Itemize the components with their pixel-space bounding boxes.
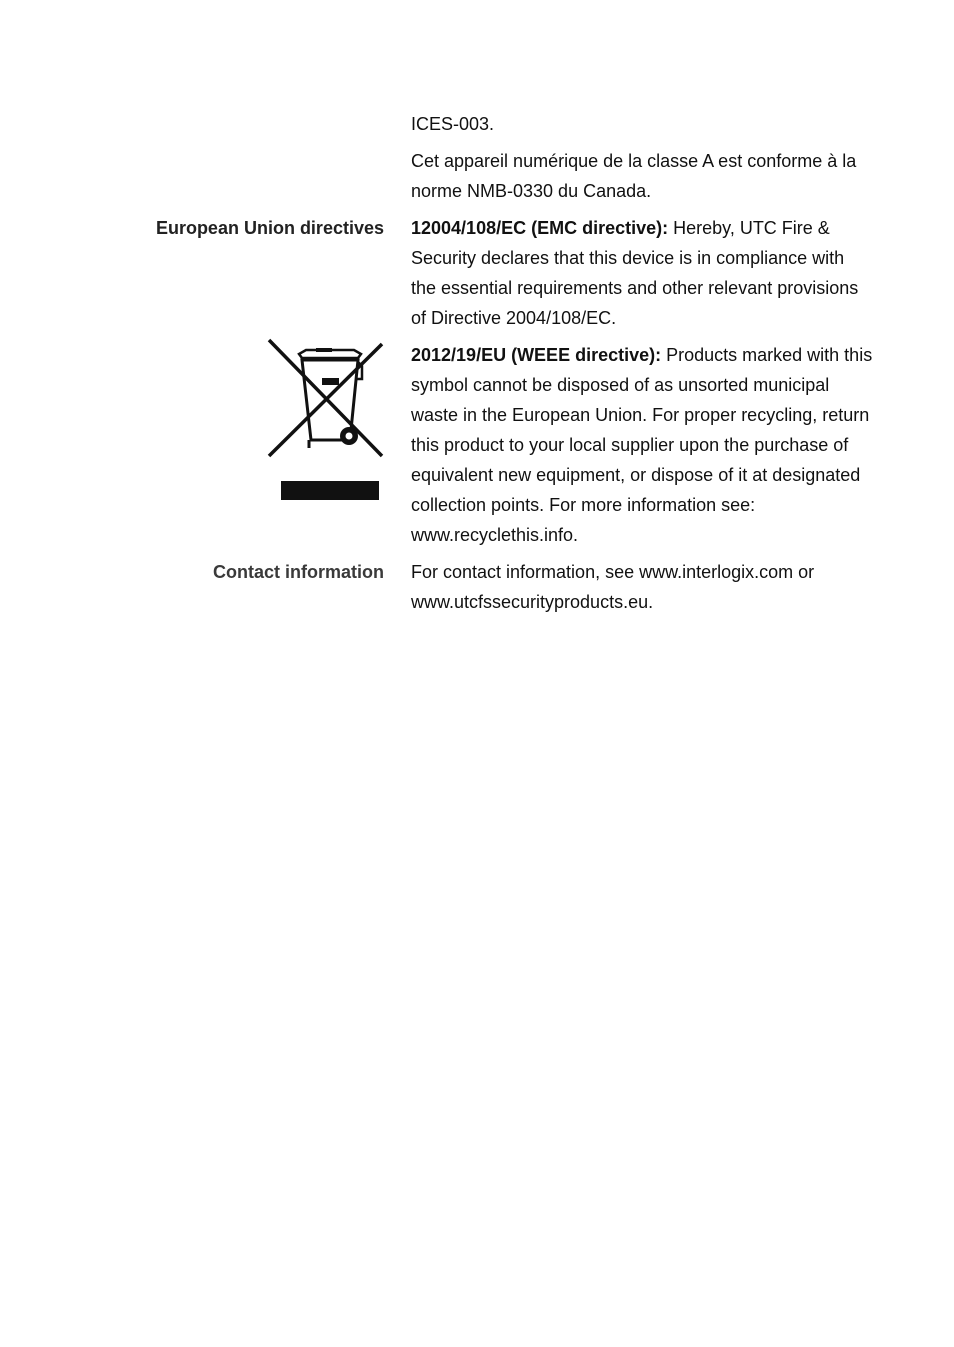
crossed-out-wheelie-bin-icon	[262, 336, 386, 506]
french-compliance-notice: Cet appareil numérique de la classe A est conforme à la norme NMB-0330 du Canada.	[411, 151, 857, 201]
weee-directive-text: Products marked with this symbol cannot be disposed of as unsorted municipal waste in the European Union. For proper recycling, return this product to your local supplier upon the purchase of equivalent new equipment, or dispose of it at designated collection points. For more information see: www.recyclethis.info.	[411, 345, 873, 545]
ices-line: ICES-003.	[411, 114, 495, 134]
weee-directive-paragraph	[411, 340, 879, 550]
emc-directive-paragraph	[411, 213, 873, 333]
contact-information-text: For contact information, see www.interlogix.com or www.utcfssecurityproducts.eu.	[411, 562, 815, 612]
emc-directive-heading: 12004/108/EC (EMC directive):	[411, 218, 669, 238]
eu-directives-label: European Union directives	[155, 218, 384, 238]
contact-information-label: Contact information	[213, 562, 384, 582]
emc-directive-text: Hereby, UTC Fire & Security declares that this device is in compliance with the essential requirements and other relevant provisions of Directive 2004/108/EC.	[411, 218, 859, 328]
weee-directive-heading: 2012/19/EU (WEEE directive):	[411, 345, 662, 365]
